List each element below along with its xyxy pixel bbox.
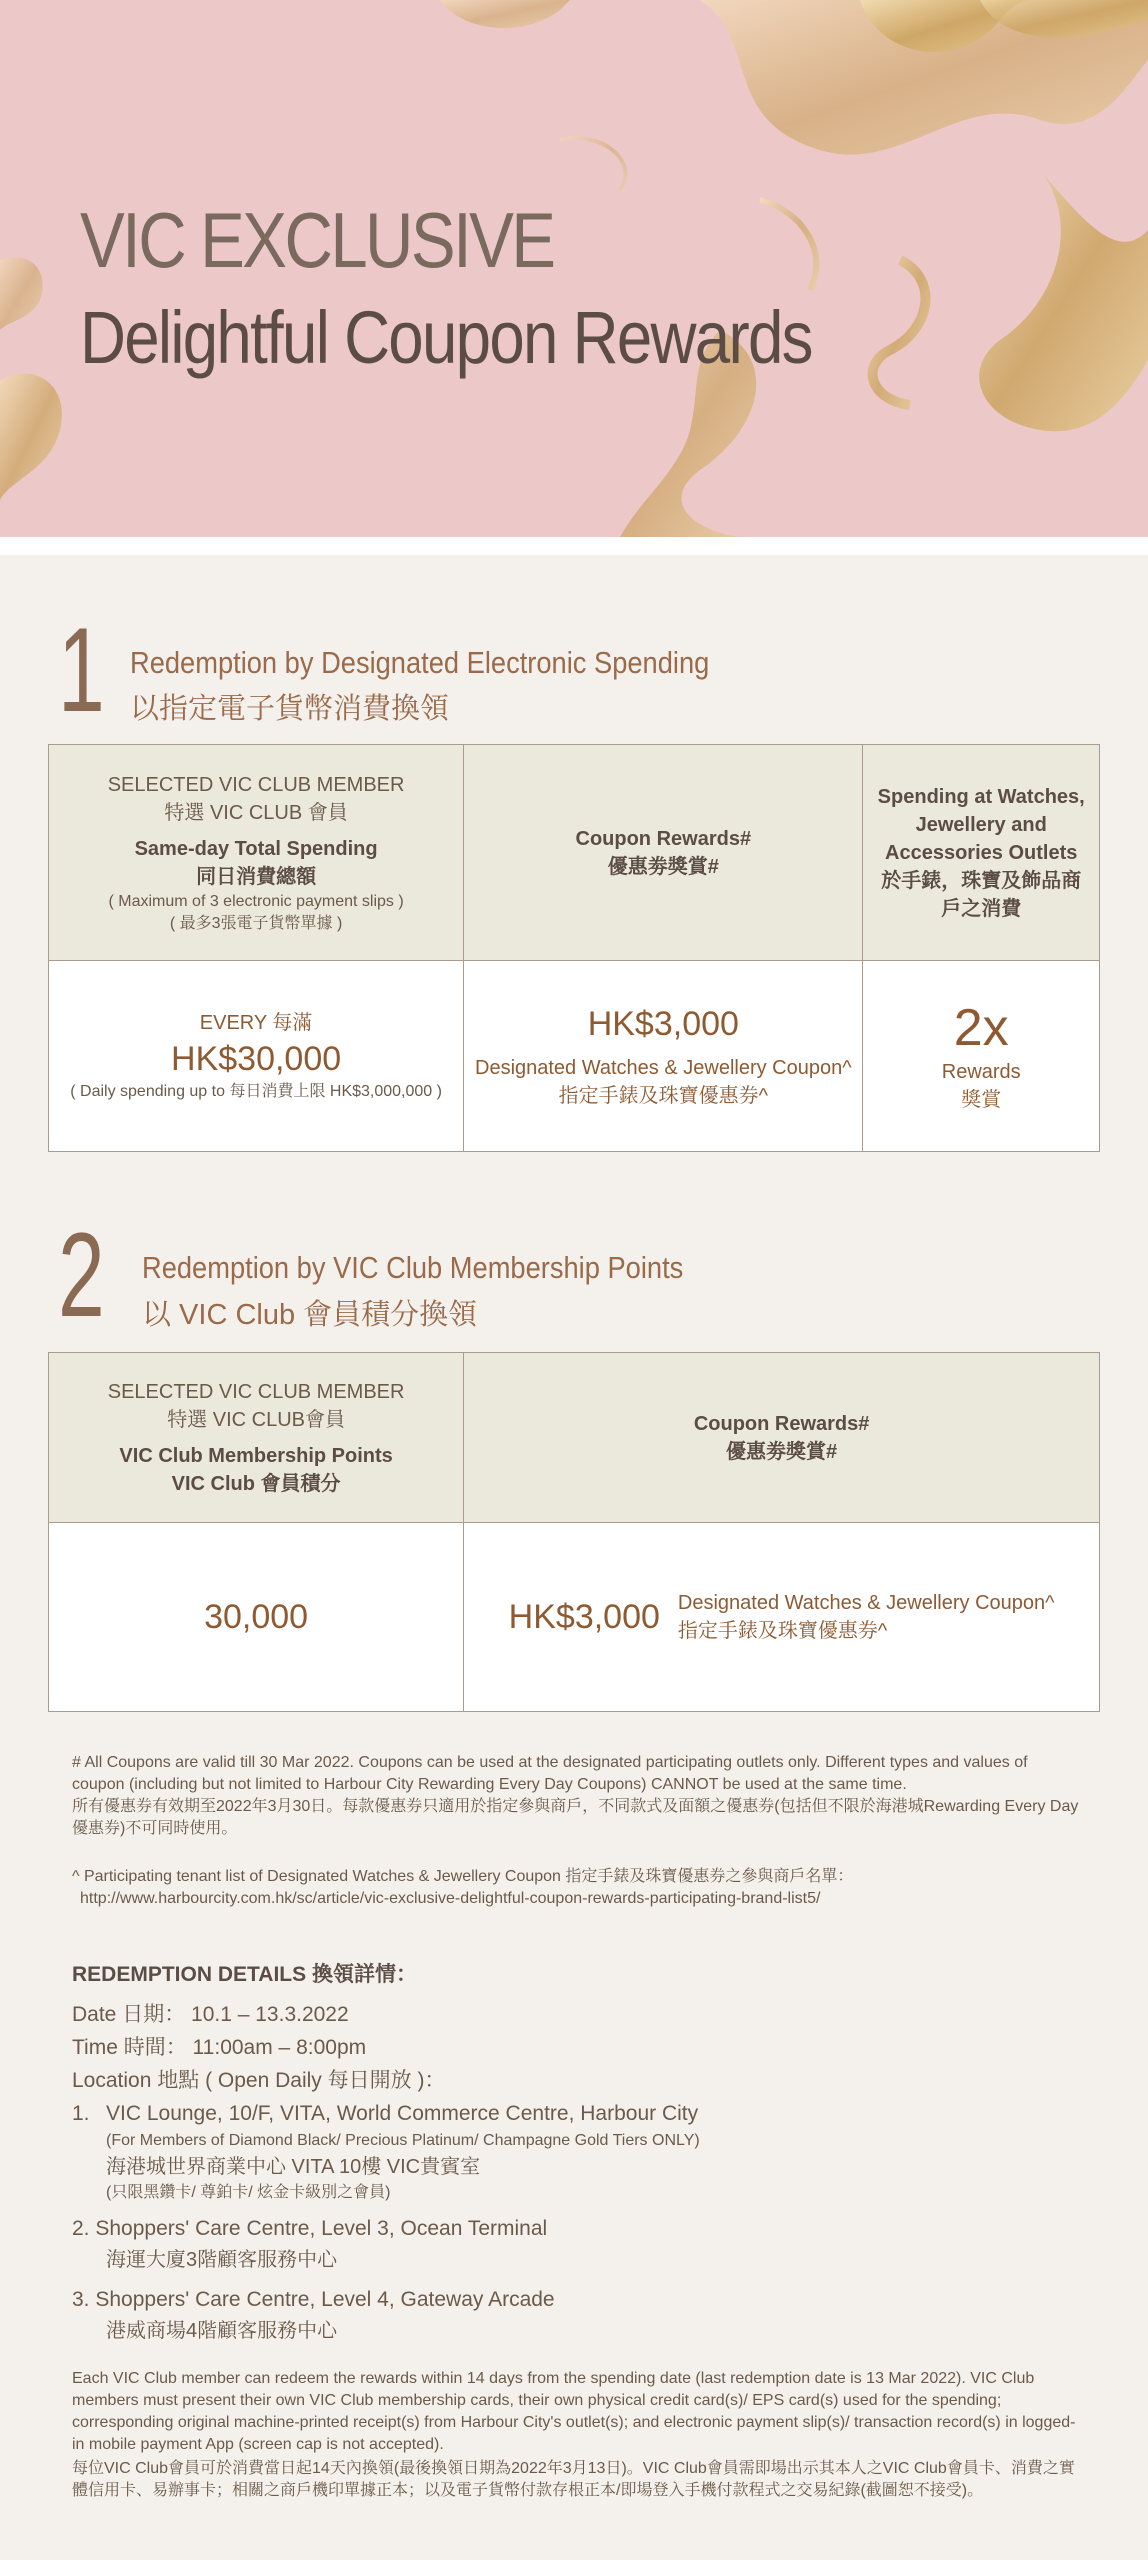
details-time: Time 時間： 11:00am – 8:00pm: [72, 2036, 367, 2059]
section2-title-en: Redemption by VIC Club Membership Points: [142, 1250, 684, 1285]
every-label: EVERY 每滿: [199, 1012, 313, 1034]
validity-note-zh: 所有優惠券有效期至2022年3月30日。每款優惠券只適用於指定參與商戶，不同款式及面額之優惠券(包括但不限於海港城Rewarding Every Day優惠券)不可同時使用。: [72, 1798, 1079, 1837]
header-cell-coupon: [464, 745, 863, 960]
location-1-note-zh: (只限黑鑽卡/ 尊鉑卡/ 炫金卡級別之會員): [106, 2184, 391, 2201]
section2-title-zh: 以 VIC Club 會員積分換領: [142, 1299, 478, 1331]
watches-spending-label-en: Spending at Watches, Jewellery and Accessories Outlets: [877, 785, 1085, 864]
details-date: Date 日期： 10.1 – 13.3.2022: [72, 2003, 349, 2026]
body-cell-coupon: [464, 961, 863, 1151]
coupon-amount: HK$3,000: [587, 1005, 739, 1043]
spending-amount: HK$30,000: [171, 1040, 342, 1078]
coupon-amount: HK$3,000: [508, 1598, 660, 1636]
watches-spending-label-zh: 於手錶，珠寶及飾品商戶之消費: [881, 869, 1082, 920]
body-cell-multiplier: [863, 961, 1099, 1151]
location-1-zh: 海港城世界商業中心 VITA 10樓 VIC貴賓室: [106, 2156, 481, 2178]
section2-number: 2: [58, 1208, 105, 1342]
slip-note-zh: ( 最多3張電子貨幣單據 ): [169, 914, 343, 932]
points-required: 30,000: [204, 1598, 309, 1636]
location-item-1: [72, 2097, 1082, 2204]
member-label-zh: 特選 VIC CLUB會員: [167, 1408, 345, 1431]
coupon-rewards-label-zh: 優惠劵獎賞#: [726, 1440, 838, 1463]
hero-subtitle: Delightful Coupon Rewards: [80, 296, 812, 379]
rewards-label-zh: 獎賞: [961, 1089, 1002, 1111]
coupon-rewards-label-en: Coupon Rewards#: [693, 1412, 870, 1435]
section1-title-zh: 以指定電子貨幣消費換領: [130, 693, 450, 725]
terms-en: Each VIC Club member can redeem the rewards within 14 days from the spending date (last redemption date is 13 Mar 2022). VIC Club members must present their own VIC Club membership cards, their own physical credit card(s)/ EPS card(s) used for the spending; corresponding original machine-printed receipt(s) from Harbour City's outlet(s); and electronic payment slip(s)/ transaction record(s) in logged-in mobile payment App (screen cap is not accepted).: [72, 2370, 1076, 2453]
table-body-row: [49, 1523, 1099, 1711]
coupon-rewards-label-zh: 優惠劵獎賞#: [607, 855, 719, 878]
points-label-zh: VIC Club 會員積分: [171, 1472, 341, 1495]
validity-note-en: # All Coupons are valid till 30 Mar 2022. Coupons can be used at the designated participating outlets only. Different types and values of coupon (including but not limited to Harbour City Rewarding Every Day Coupons) CANNOT be used at the same time.: [72, 1754, 1028, 1793]
rewards-multiplier: 2x: [953, 999, 1009, 1057]
location-1-en: VIC Lounge, 10/F, VITA, World Commerce Centre, Harbour City: [106, 2102, 699, 2125]
points-rewards-table: [48, 1352, 1100, 1712]
spending-label-en: Same-day Total Spending: [134, 837, 378, 860]
member-label-en: SELECTED VIC CLUB MEMBER: [107, 1380, 405, 1403]
location-3-zh: 港威商場4階顧客服務中心: [106, 2320, 338, 2342]
redemption-details: [72, 1958, 1082, 2502]
location-2-en: 2. Shoppers' Care Centre, Level 3, Ocean Terminal: [72, 2217, 548, 2240]
hero-banner: [0, 0, 1148, 537]
table-body-row: [49, 961, 1099, 1151]
table-header-row: [49, 745, 1099, 961]
tenant-list-link[interactable]: http://www.harbourcity.com.hk/sc/article/vic-exclusive-delightful-coupon-rewards-participating-brand-list5/: [80, 1890, 821, 1907]
divider-band: [0, 537, 1148, 555]
section1-number: 1: [58, 603, 105, 737]
member-label-en: SELECTED VIC CLUB MEMBER: [107, 773, 405, 796]
section1-title-en: Redemption by Designated Electronic Spending: [130, 645, 710, 680]
coupon-validity-note: [72, 1752, 1082, 1840]
details-location: Location 地點 ( Open Daily 每日開放 )：: [72, 2069, 446, 2092]
location-item-2: [72, 2212, 1082, 2275]
body-cell-spending: [49, 961, 464, 1151]
coupon-name-en: Designated Watches & Jewellery Coupon^: [677, 1592, 1055, 1614]
header-cell-watches: [863, 745, 1099, 960]
participating-tenant-note: [72, 1866, 1082, 1910]
points-label-en: VIC Club Membership Points: [119, 1444, 393, 1467]
coupon-name-zh: 指定手錶及珠寶優惠券^: [558, 1085, 769, 1107]
coupon-name-zh: 指定手錶及珠寶優惠券^: [677, 1620, 888, 1642]
body-cell-coupon: [464, 1523, 1099, 1711]
spending-rewards-table: [48, 744, 1100, 1152]
tenant-list-label: ^ Participating tenant list of Designated Watches & Jewellery Coupon 指定手錶及珠寶優惠券之參與商戶名單：: [72, 1868, 854, 1885]
location-item-3: [72, 2283, 1082, 2346]
member-label-zh: 特選 VIC CLUB 會員: [164, 801, 348, 824]
location-number: 1.: [72, 2102, 90, 2125]
table-header-row: [49, 1353, 1099, 1523]
daily-cap-note: ( Daily spending up to 每日消費上限 HK$3,000,000 ): [70, 1083, 442, 1100]
rewards-label-en: Rewards: [941, 1061, 1021, 1083]
hero-title: VIC EXCLUSIVE: [80, 196, 554, 284]
coupon-name-en: Designated Watches & Jewellery Coupon^: [475, 1057, 852, 1079]
spending-label-zh: 同日消費總額: [196, 865, 317, 888]
header-cell-coupon: [464, 1353, 1099, 1522]
coupon-rewards-label-en: Coupon Rewards#: [575, 827, 752, 850]
header-cell-spending: [49, 745, 464, 960]
details-heading: REDEMPTION DETAILS 換領詳情：: [72, 1963, 417, 1986]
slip-note-en: ( Maximum of 3 electronic payment slips ): [108, 892, 404, 910]
body-cell-points: [49, 1523, 464, 1711]
location-1-note-en: (For Members of Diamond Black/ Precious Platinum/ Champagne Gold Tiers ONLY): [106, 2132, 700, 2149]
header-cell-points: [49, 1353, 464, 1522]
location-2-zh: 海運大廈3階顧客服務中心: [106, 2249, 338, 2271]
terms-zh: 每位VIC Club會員可於消費當日起14天內換領(最後換領日期為2022年3月13日)。VIC Club會員需即場出示其本人之VIC Club會員卡、消費之實體信用卡、易辦事卡；相關之商戶機印單據正本；以及電子貨幣付款存根正本/即場登入手機付款程式之交易紀錄(截圖恕不接受)。: [72, 2460, 1075, 2499]
location-3-en: 3. Shoppers' Care Centre, Level 4, Gateway Arcade: [72, 2288, 555, 2311]
